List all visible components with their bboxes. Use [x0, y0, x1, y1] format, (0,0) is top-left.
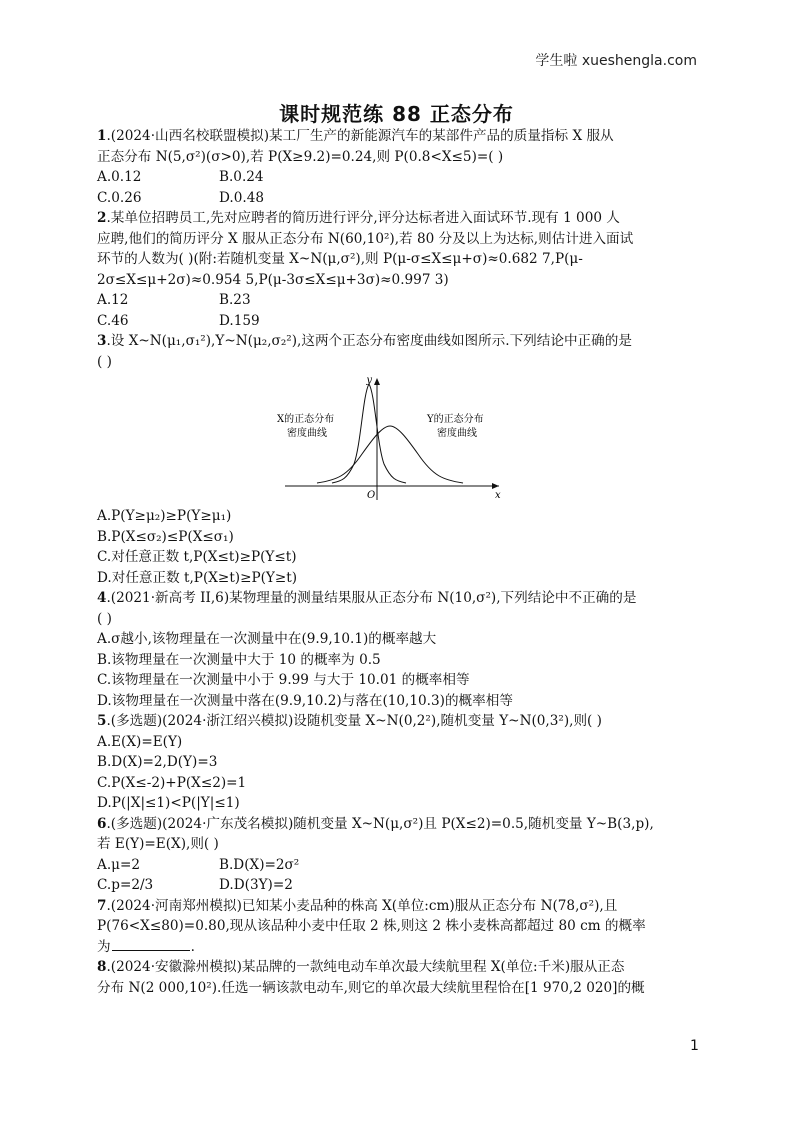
question-line: 为 . — [97, 938, 195, 955]
question-line: 2.某单位招聘员工,先对应聘者的简历进行评分,评分达标者进入面试环节.现有 1 000 人 — [97, 210, 620, 226]
question-number: 1 — [97, 128, 107, 144]
question-line: 6.(多选题)(2024·广东茂名模拟)随机变量 X~N(μ,σ²)且 P(X≤2)=0.5,随机变量 Y~B(3,p), — [97, 815, 654, 832]
question-number: 2 — [97, 210, 107, 226]
option-d[interactable]: D.P(|X|≤1)<P(|Y|≤1) — [97, 795, 240, 811]
option-c[interactable]: C.p=2/3 — [97, 877, 154, 893]
x-axis-arrow — [492, 483, 499, 489]
option-row — [97, 875, 701, 896]
option-a[interactable]: A.μ=2 — [97, 856, 141, 873]
question-line: 分布 N(2 000,10²).任选一辆该款电动车,则它的单次最大续航里程恰在[1 970,2 020]的概 — [97, 979, 645, 996]
option-a[interactable]: A.E(X)=E(Y) — [97, 733, 183, 750]
density-curves-diagram — [277, 374, 507, 504]
option-d[interactable]: D.0.48 — [219, 189, 265, 206]
question-line: 环节的人数为( )(附:若随机变量 X~N(μ,σ²),则 P(μ-σ≤X≤μ+σ)≈0.682 7,P(μ- — [97, 251, 583, 267]
x-curve-label-line2: 密度曲线 — [287, 428, 327, 439]
option-b[interactable]: B.0.24 — [219, 169, 264, 185]
question-3 — [97, 331, 701, 588]
option-b[interactable]: B.D(X)=2,D(Y)=3 — [97, 754, 218, 770]
x-curve-label-line1: X的正态分布 — [277, 414, 335, 425]
question-7 — [97, 896, 701, 958]
question-4 — [97, 588, 701, 711]
option-row — [97, 855, 701, 876]
option-b[interactable]: B.该物理量在一次测量中大于 10 的概率为 0.5 — [97, 651, 381, 668]
question-line: ( ) — [97, 353, 112, 370]
question-line: 8.(2024·安徽滁州模拟)某品牌的一款纯电动车单次最大续航里程 X(单位:千米)服从正态 — [97, 959, 625, 975]
option-d[interactable]: D.159 — [219, 312, 260, 329]
question-6 — [97, 814, 701, 896]
question-line: ( ) — [97, 610, 112, 627]
x-axis-label: x — [495, 490, 501, 501]
option-c[interactable]: C.46 — [97, 312, 129, 329]
question-line: 若 E(Y)=E(X),则( ) — [97, 836, 219, 852]
question-2 — [97, 208, 701, 331]
page-title: 课时规范练 88 正态分布 — [279, 102, 514, 126]
question-number: 3 — [97, 333, 107, 349]
question-number: 5 — [97, 713, 107, 729]
option-row — [97, 311, 701, 332]
question-number: 4 — [97, 590, 107, 606]
y-axis-label: y — [366, 375, 372, 386]
question-line: 4.(2021·新高考 II,6)某物理量的测量结果服从正态分布 N(10,σ²),下列结论中不正确的是 — [97, 590, 637, 606]
question-line: 正态分布 N(5,σ²)(σ>0),若 P(X≥9.2)=0.24,则 P(0.8<X≤5)=( ) — [97, 148, 504, 165]
question-list — [97, 126, 701, 998]
normal-density-figure — [97, 374, 701, 504]
question-line: 2σ≤X≤μ+2σ)≈0.954 5,P(μ-3σ≤X≤μ+3σ)≈0.997 3) — [97, 271, 449, 288]
option-row — [97, 290, 701, 311]
question-number: 6 — [97, 815, 107, 832]
site-watermark: 学生啦 xueshengla.com — [535, 53, 697, 69]
option-b[interactable]: B.D(X)=2σ² — [219, 856, 300, 873]
question-line: P(76<X≤80)=0.80,现从该品种小麦中任取 2 株,则这 2 株小麦株高都超过 80 cm 的概率 — [97, 918, 646, 934]
option-b[interactable]: B.P(X≤σ₂)≤P(X≤σ₁) — [97, 528, 234, 545]
option-c[interactable]: C.该物理量在一次测量中小于 9.99 与大于 10.01 的概率相等 — [97, 672, 470, 688]
option-a[interactable]: A.σ越小,该物理量在一次测量中在(9.9,10.1)的概率越大 — [97, 631, 437, 647]
option-b[interactable]: B.23 — [219, 292, 251, 308]
option-c[interactable]: C.P(X≤-2)+P(X≤2)=1 — [97, 774, 247, 791]
question-1 — [97, 126, 701, 208]
origin-label: O — [367, 490, 376, 501]
option-d[interactable]: D.D(3Y)=2 — [219, 877, 293, 893]
x-density-curve — [332, 384, 406, 483]
option-c[interactable]: C.对任意正数 t,P(X≤t)≥P(Y≤t) — [97, 549, 297, 565]
question-line: 7.(2024·河南郑州模拟)已知某小麦品种的株高 X(单位:cm)服从正态分布 N(78,σ²),且 — [97, 897, 618, 914]
question-8 — [97, 957, 701, 998]
option-a[interactable]: A.12 — [97, 292, 129, 308]
option-a[interactable]: A.P(Y≥μ₂)≥P(Y≥μ₁) — [97, 508, 232, 524]
y-curve-label-line2: 密度曲线 — [437, 428, 477, 439]
question-line: 5.(多选题)(2024·浙江绍兴模拟)设随机变量 X~N(0,2²),随机变量 Y~N(0,3²),则( ) — [97, 713, 602, 729]
question-5 — [97, 711, 701, 814]
option-row — [97, 167, 701, 188]
question-number: 8 — [97, 959, 107, 975]
y-curve-label-line1: Y的正态分布 — [427, 414, 484, 425]
answer-blank[interactable] — [112, 938, 190, 951]
question-line: 应聘,他们的简历评分 X 服从正态分布 N(60,10²),若 80 分及以上为达标,则估计进入面试 — [97, 230, 634, 247]
question-line: 1.(2024·山西名校联盟模拟)某工厂生产的新能源汽车的某部件产品的质量指标 X 服从 — [97, 128, 614, 144]
question-number: 7 — [97, 897, 107, 914]
y-axis-arrow — [374, 378, 380, 385]
option-c[interactable]: C.0.26 — [97, 189, 142, 206]
option-row — [97, 188, 701, 209]
page-number: 1 — [690, 1038, 699, 1054]
question-line: 3.设 X~N(μ₁,σ₁²),Y~N(μ₂,σ₂²),这两个正态分布密度曲线如图所示.下列结论中正确的是 — [97, 333, 632, 349]
option-d[interactable]: D.该物理量在一次测量中落在(9.9,10.2)与落在(10,10.3)的概率相等 — [97, 692, 513, 709]
option-d[interactable]: D.对任意正数 t,P(X≥t)≥P(Y≥t) — [97, 569, 298, 586]
option-a[interactable]: A.0.12 — [97, 169, 142, 185]
